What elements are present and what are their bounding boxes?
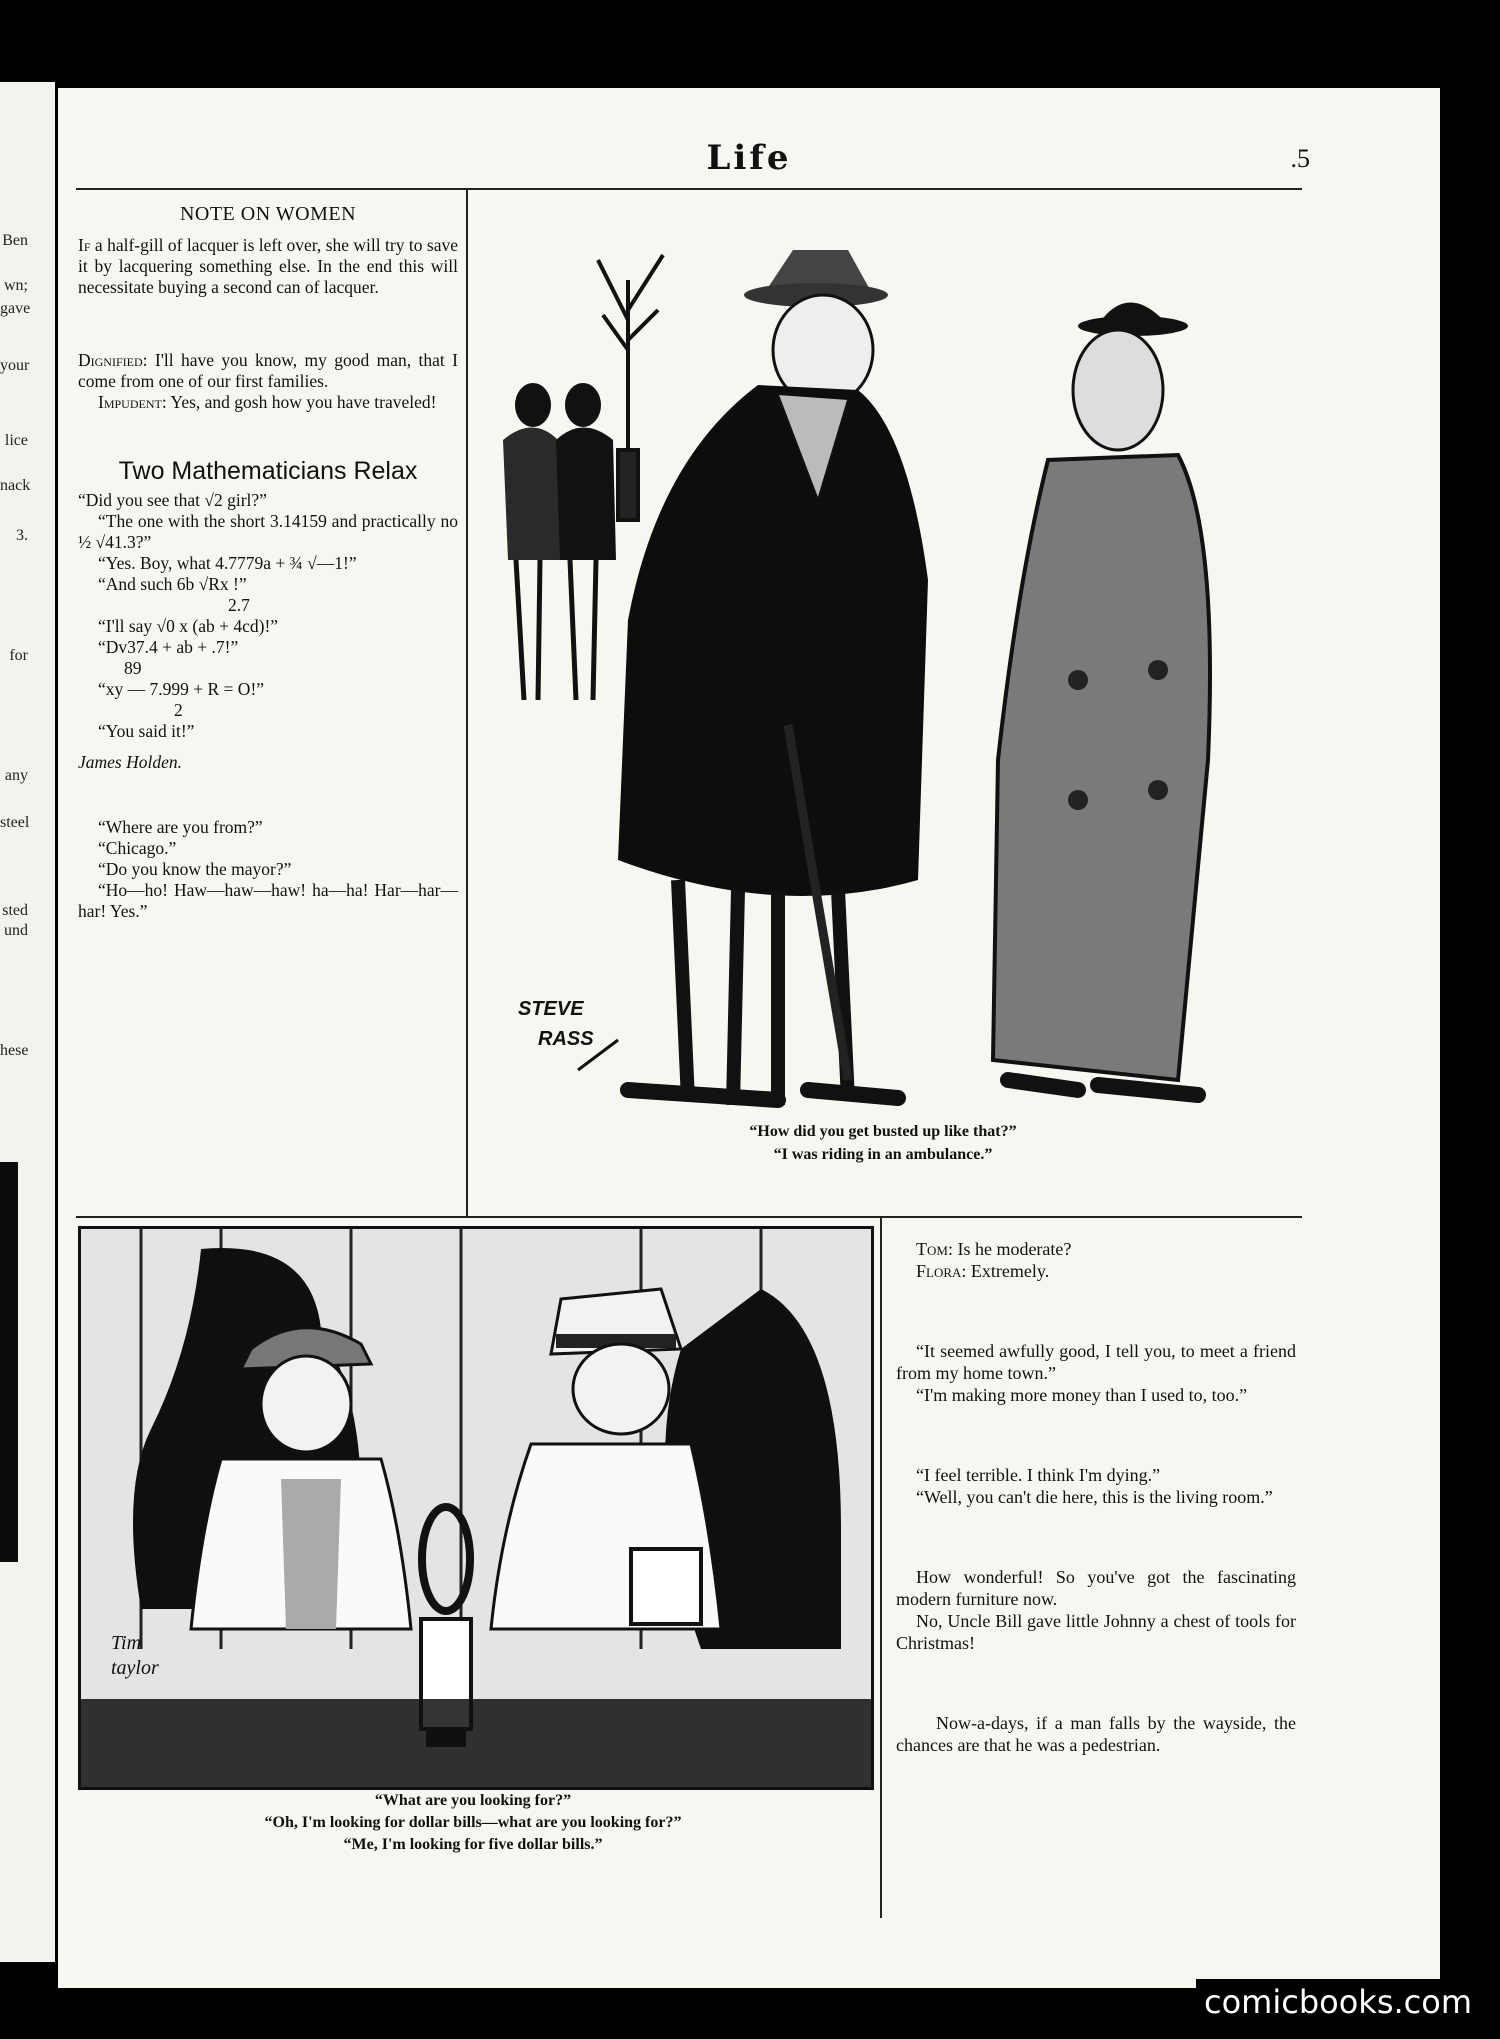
speaker-label: Dignified: — [78, 350, 148, 370]
edge-fragment: wn; — [4, 277, 28, 294]
dialogue-text: I'll have you know, my good man, that I come from one of our first families. — [78, 350, 458, 391]
caption-line: “What are you looking for?” — [374, 1792, 572, 1809]
signature-line: RASS — [538, 1028, 594, 1050]
math-line: “The one with the short 3.14159 and practically no ½ √41.3?” — [78, 511, 458, 552]
caption-line: “Oh, I'm looking for dollar bills—what are you looking for?” — [264, 1814, 682, 1831]
flora-line — [896, 1260, 1296, 1282]
joke-line: “It seemed awfully good, I tell you, to meet a friend from my home town.” — [896, 1341, 1296, 1383]
where-line: “Ho—ho! Haw—haw—haw! ha—ha! Har—har—har! Yes.” — [78, 880, 458, 921]
edge-fragment: for — [9, 647, 28, 664]
where-line: “Chicago.” — [98, 838, 177, 858]
cartoon-illustration-top — [478, 200, 1288, 1118]
math-title: Two Mathematicians Relax — [118, 457, 418, 485]
edge-fragment: lice — [4, 432, 28, 449]
edge-fragment: nack — [0, 477, 31, 494]
math-author: James Holden. — [78, 752, 183, 772]
signature-line: taylor — [111, 1657, 159, 1679]
header-rule — [76, 188, 1302, 190]
caption-line: “I was riding in an ambulance.” — [773, 1146, 993, 1163]
caption-line: “Me, I'm looking for five dollar bills.” — [343, 1836, 603, 1853]
math-line: “And such 6b √Rx !” — [98, 574, 247, 594]
edge-fragment: gave — [0, 300, 31, 317]
signature-line: Tim — [111, 1632, 142, 1654]
adjacent-page-edge — [0, 82, 55, 1962]
signature-line: STEVE — [518, 998, 584, 1020]
dialogue-text: Is he moderate? — [952, 1239, 1072, 1259]
edge-fragment: und — [4, 922, 28, 939]
cartoon-caption-bottom — [78, 1790, 868, 1856]
site-watermark: comicbooks.com — [1196, 1979, 1480, 2025]
speaker-label: Tom: — [916, 1239, 953, 1259]
joke-line: Now-a-days, if a man falls by the wayside, the chances are that he was a pedestrian. — [896, 1713, 1296, 1755]
edge-fragment: hese — [0, 1042, 29, 1059]
right-text-column — [896, 1238, 1296, 1756]
magazine-page — [58, 88, 1440, 1988]
math-line: “Yes. Boy, what 4.7779a + ¾ √—1!” — [98, 553, 357, 573]
page-number: .5 — [1290, 144, 1310, 173]
math-denominator: 2 — [174, 700, 183, 720]
math-line: “You said it!” — [98, 721, 195, 741]
section-rule — [76, 1216, 1302, 1218]
cartoon-caption-top — [478, 1120, 1288, 1166]
note-title: NOTE ON WOMEN — [179, 203, 357, 225]
joke-line: “Well, you can't die here, this is the living room.” — [916, 1487, 1273, 1507]
math-line: “Dv37.4 + ab + .7!” — [98, 637, 239, 657]
impudent-line — [78, 392, 458, 413]
note-text: a half-gill of lacquer is left over, she will try to save it by lacquering something else. In the end this will necessitate buying a second can of lacquer. — [78, 235, 458, 297]
edge-fragment: steel — [0, 814, 30, 831]
math-line: “I'll say √0 x (ab + 4cd)!” — [98, 616, 279, 636]
dialogue-text: Extremely. — [966, 1261, 1050, 1281]
edge-fragment: sted — [2, 902, 28, 919]
edge-fragment: Ben — [2, 232, 28, 249]
dialogue-text: Yes, and gosh how you have traveled! — [166, 392, 437, 412]
masthead: Life — [706, 138, 792, 178]
cartoon-illustration-bottom — [78, 1226, 874, 1790]
math-denominator: 2.7 — [228, 595, 250, 615]
math-denominator: 89 — [124, 658, 142, 678]
joke-line: “I'm making more money than I used to, too.” — [916, 1385, 1248, 1405]
where-line: “Where are you from?” — [98, 817, 263, 837]
column-rule — [466, 188, 468, 1218]
tom-line — [896, 1238, 1296, 1260]
edge-fragment: your — [0, 357, 30, 374]
note-body — [78, 235, 458, 298]
math-line: “Did you see that √2 girl?” — [78, 490, 267, 510]
joke-line: How wonderful! So you've got the fascinating modern furniture now. — [896, 1567, 1296, 1609]
note-lead: If — [78, 235, 91, 255]
caption-line: “How did you get busted up like that?” — [749, 1123, 1017, 1140]
math-line: “xy — 7.999 + R = O!” — [98, 679, 265, 699]
edge-fragment: any — [4, 767, 28, 784]
joke-line: “I feel terrible. I think I'm dying.” — [916, 1465, 1161, 1485]
joke-line: No, Uncle Bill gave little Johnny a chest of tools for Christmas! — [896, 1611, 1296, 1653]
speaker-label: Flora: — [916, 1261, 967, 1281]
where-line: “Do you know the mayor?” — [98, 859, 292, 879]
left-text-column — [78, 196, 458, 922]
speaker-label: Impudent: — [98, 392, 167, 412]
edge-fragment: 3. — [16, 527, 28, 544]
dignified-line — [78, 350, 458, 392]
column-rule — [880, 1218, 882, 1918]
edge-dark-block — [0, 1162, 18, 1562]
